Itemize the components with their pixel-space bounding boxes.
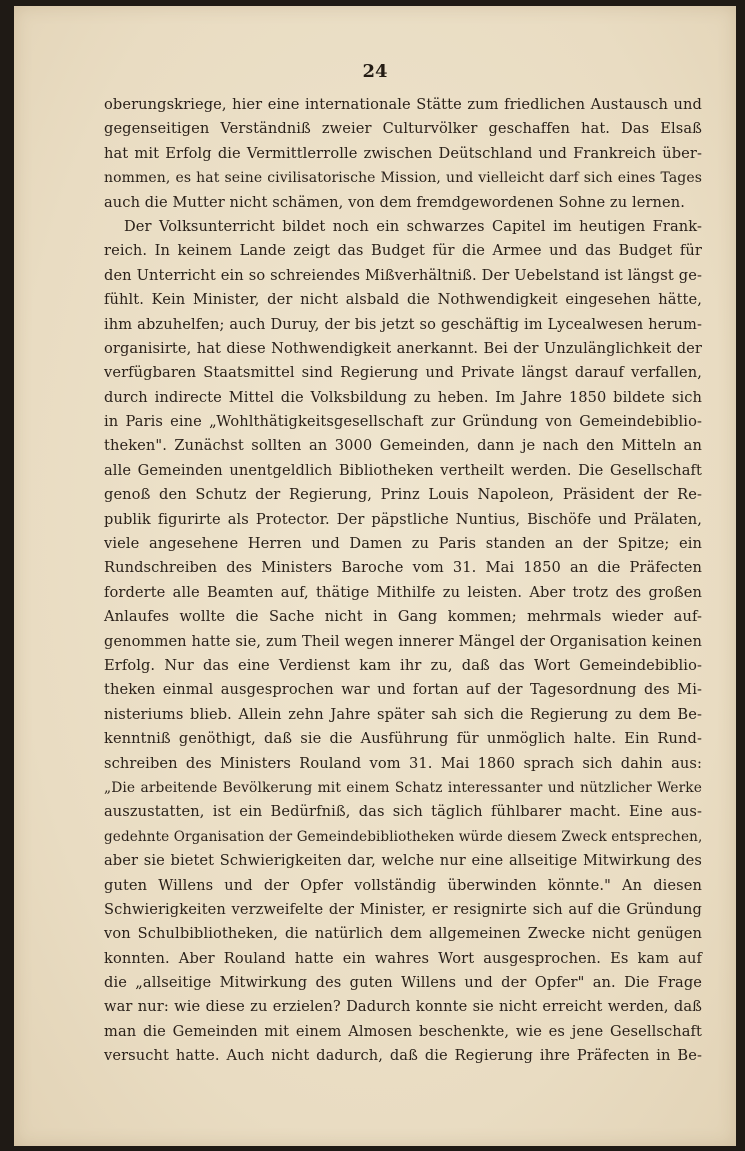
text-line: verfügbaren Staatsmittel sind Regierung und Private längst darauf verfallen,	[104, 364, 702, 382]
text-line: durch indirecte Mittel die Volksbildung zu heben. Im Jahre 1850 bildete sich	[104, 388, 702, 406]
book-page	[14, 6, 736, 1146]
text-line: theken einmal ausgesprochen war und fortan auf der Tagesordnung des Mi-	[104, 681, 702, 699]
text-line: die „allseitige Mitwirkung des guten Willens und der Opfer" an. Die Frage	[104, 974, 702, 992]
text-line: guten Willens und der Opfer vollständig überwinden könnte." An diesen	[104, 876, 702, 894]
text-line: theken". Zunächst sollten an 3000 Gemeinden, dann je nach den Mitteln an	[104, 437, 702, 455]
text-line: war nur: wie diese zu erzielen? Dadurch konnte sie nicht erreicht werden, daß	[104, 998, 702, 1016]
text-line: Der Volksunterricht bildet noch ein schwarzes Capitel im heutigen Frank-	[124, 217, 702, 235]
text-line: ihm abzuhelfen; auch Duruy, der bis jetzt so geschäftig im Lycealwesen herum-	[104, 315, 702, 333]
page-number: 24	[362, 61, 388, 82]
text-line: genommen hatte sie, zum Theil wegen innerer Mängel der Organisation keinen	[104, 632, 702, 650]
text-line: in Paris eine „Wohlthätigkeitsgesellschaft zur Gründung von Gemeindebiblio-	[104, 413, 702, 431]
text-line: versucht hatte. Auch nicht dadurch, daß die Regierung ihre Präfecten in Be-	[104, 1047, 702, 1065]
text-line: von Schulbibliotheken, die natürlich dem allgemeinen Zwecke nicht genügen	[104, 925, 702, 943]
text-line: Anlaufes wollte die Sache nicht in Gang kommen; mehrmals wieder auf-	[104, 608, 702, 626]
text-line: Rundschreiben des Ministers Baroche vom 31. Mai 1850 an die Präfecten	[104, 559, 702, 577]
text-line: aber sie bietet Schwierigkeiten dar, welche nur eine allseitige Mitwirkung des	[104, 852, 702, 870]
text-line: reich. In keinem Lande zeigt das Budget für die Armee und das Budget für	[104, 242, 702, 260]
text-line: hat mit Erfolg die Vermittlerrolle zwischen Deütschland und Frankreich über-	[104, 144, 702, 162]
text-line: schreiben des Ministers Rouland vom 31. Mai 1860 sprach sich dahin aus:	[104, 754, 702, 772]
text-line: alle Gemeinden unentgeldlich Bibliotheken vertheilt werden. Die Gesellschaft	[104, 461, 702, 479]
text-line: organisirte, hat diese Nothwendigkeit anerkannt. Bei der Unzulänglichkeit der	[104, 339, 702, 357]
text-line: nisteriums blieb. Allein zehn Jahre später sah sich die Regierung zu dem Be-	[104, 705, 702, 723]
text-line: den Unterricht ein so schreiendes Mißverhältniß. Der Uebelstand ist längst ge-	[104, 266, 702, 284]
text-line: genoß den Schutz der Regierung, Prinz Louis Napoleon, Präsident der Re-	[104, 486, 702, 504]
text-line: gedehnte Organisation der Gemeindebibliotheken würde diesem Zweck entsprechen,	[104, 828, 703, 845]
text-line: nommen, es hat seine civilisatorische Mission, und vielleicht darf sich eines Tages	[104, 170, 702, 187]
text-line: konnten. Aber Rouland hatte ein wahres Wort ausgesprochen. Es kam auf	[104, 949, 702, 967]
text-line: auszustatten, ist ein Bedürfniß, das sich täglich fühlbarer macht. Eine aus-	[104, 803, 702, 821]
text-line: kenntniß genöthigt, daß sie die Ausführung für unmöglich halte. Ein Rund-	[104, 730, 702, 748]
text-line: gegenseitigen Verständniß zweier Culturvölker geschaffen hat. Das Elsaß	[104, 120, 702, 138]
text-line: man die Gemeinden mit einem Almosen beschenkte, wie es jene Gesellschaft	[104, 1022, 702, 1040]
text-line: auch die Mutter nicht schämen, von dem fremdgewordenen Sohne zu lernen.	[104, 193, 686, 211]
text-line: Erfolg. Nur das eine Verdienst kam ihr zu, daß das Wort Gemeindebiblio-	[104, 656, 702, 674]
text-line: fühlt. Kein Minister, der nicht alsbald die Nothwendigkeit eingesehen hätte,	[104, 291, 702, 309]
body-text	[104, 93, 702, 1069]
text-line: viele angesehene Herren und Damen zu Paris standen an der Spitze; ein	[104, 535, 702, 553]
text-line: forderte alle Beamten auf, thätige Mithilfe zu leisten. Aber trotz des großen	[104, 583, 702, 601]
text-line: oberungskriege, hier eine internationale Stätte zum friedlichen Austausch und	[104, 96, 702, 113]
text-line: „Die arbeitende Bevölkerung mit einem Schatz interessanter und nützlicher Werke	[104, 779, 702, 796]
text-line: Schwierigkeiten verzweifelte der Minister, er resignirte sich auf die Gründung	[104, 900, 702, 918]
text-line: publik figurirte als Protector. Der päpstliche Nuntius, Bischöfe und Prälaten,	[104, 510, 702, 528]
